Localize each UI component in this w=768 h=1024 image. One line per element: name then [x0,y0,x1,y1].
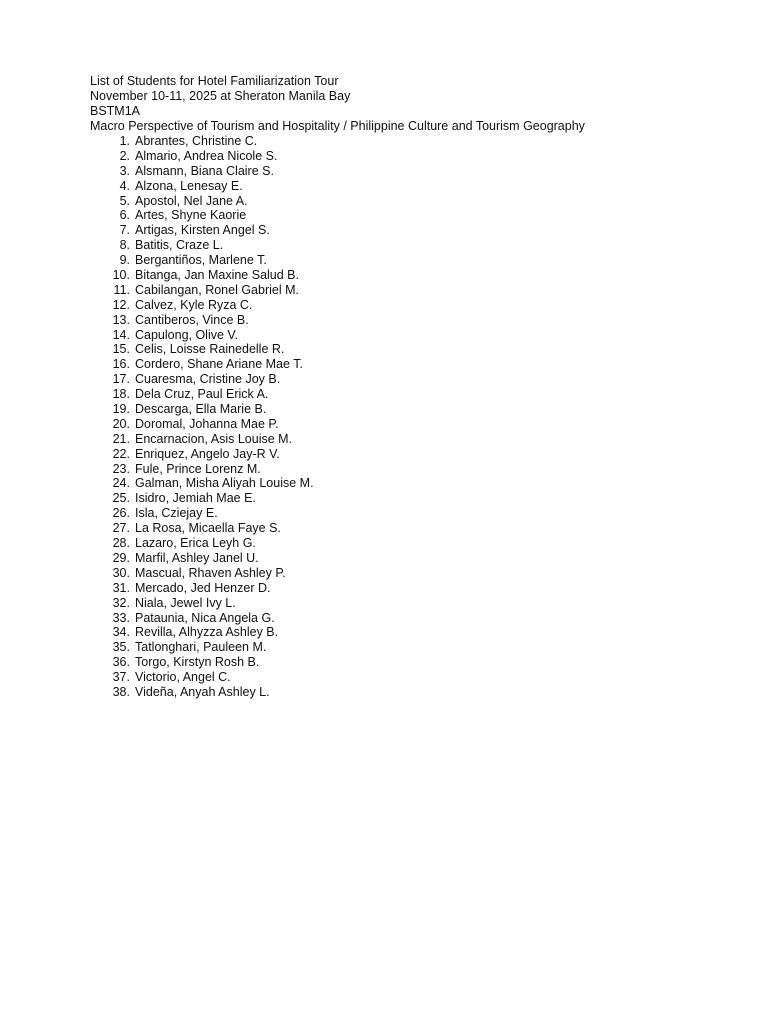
list-item [90,223,730,238]
list-item [90,611,730,626]
list-item-number: 38. [112,684,130,699]
list-item-number: 20. [112,416,130,431]
list-item [90,313,730,328]
list-item [90,134,730,149]
student-name: Bergantiños, Marlene T. [135,253,267,268]
student-name: Marfil, Ashley Janel U. [135,550,259,565]
list-item [90,521,730,536]
list-item-number: 12. [112,297,130,312]
list-item-number: 11. [113,282,130,297]
list-item [90,149,730,164]
list-item [90,268,730,283]
list-item-number: 4. [119,178,130,193]
list-item-number: 17. [112,372,130,387]
list-item-number: 14. [112,327,130,342]
list-item [90,164,730,179]
student-name: Niala, Jewel Ivy L. [135,595,236,610]
student-name: Isidro, Jemiah Mae E. [135,491,256,506]
student-name: Alzona, Lenesay E. [135,178,243,193]
list-item-number: 15. [112,342,130,357]
list-item-number: 9. [119,253,130,268]
student-name: Almario, Andrea Nicole S. [135,148,278,163]
student-name: Torgo, Kirstyn Rosh B. [135,655,260,670]
list-item-number: 35. [112,640,130,655]
student-name: Bitanga, Jan Maxine Salud B. [135,268,299,283]
list-item-number: 7. [119,223,130,238]
list-item-number: 26. [112,506,130,521]
student-name: Cantiberos, Vince B. [135,312,249,327]
list-item-number: 34. [112,625,130,640]
list-item-number: 25. [112,491,130,506]
document-page [90,74,730,700]
student-name: Calvez, Kyle Ryza C. [135,297,253,312]
student-name: Alsmann, Biana Claire S. [135,163,274,178]
list-item-number: 37. [112,670,130,685]
list-item [90,491,730,506]
list-item-number: 10. [112,268,130,283]
list-item [90,551,730,566]
list-item [90,536,730,551]
list-item [90,357,730,372]
student-name: Cuaresma, Cristine Joy B. [135,372,281,387]
list-item [90,194,730,209]
student-name: La Rosa, Micaella Faye S. [135,521,281,536]
course-subjects: Macro Perspective of Tourism and Hospitality / Philippine Culture and Tourism Geography [90,119,585,133]
student-name: Lazaro, Erica Leyh G. [135,536,256,551]
list-item-number: 2. [119,148,130,163]
list-item-number: 5. [119,193,130,208]
list-item [90,328,730,343]
list-item-number: 32. [112,595,130,610]
student-name: Artes, Shyne Kaorie [135,208,247,223]
list-item-number: 19. [112,402,130,417]
document-title: List of Students for Hotel Familiarization Tour [90,74,339,88]
student-name: Isla, Cziejay E. [135,506,218,521]
student-name: Cordero, Shane Ariane Mae T. [135,357,303,372]
student-name: Tatlonghari, Pauleen M. [135,640,267,655]
list-item-number: 18. [112,387,130,402]
list-item-number: 22. [112,446,130,461]
list-item [90,462,730,477]
list-item [90,387,730,402]
list-item-number: 16. [112,357,130,372]
list-item [90,625,730,640]
student-list [90,134,730,700]
list-item [90,238,730,253]
student-name: Artigas, Kirsten Angel S. [135,223,270,238]
list-item [90,342,730,357]
student-name: Apostol, Nel Jane A. [135,193,248,208]
student-name: Dela Cruz, Paul Erick A. [135,387,269,402]
list-item-number: 31. [112,580,130,595]
list-item-number: 3. [119,163,130,178]
list-item-number: 29. [112,550,130,565]
student-name: Pataunia, Nica Angela G. [135,610,275,625]
student-name: Capulong, Olive V. [135,327,239,342]
list-item-number: 1. [119,134,130,148]
list-item [90,298,730,313]
list-item-number: 6. [119,208,130,223]
list-item [90,447,730,462]
list-item-number: 33. [112,610,130,625]
list-item-number: 28. [112,536,130,551]
student-name: Mercado, Jed Henzer D. [135,580,271,595]
list-item [90,253,730,268]
student-name: Abrantes, Christine C. [135,134,258,148]
student-name: Revilla, Alhyzza Ashley B. [135,625,279,640]
list-item-number: 8. [119,238,130,253]
list-item [90,640,730,655]
student-name: Batitis, Craze L. [135,238,224,253]
list-item-number: 36. [112,655,130,670]
list-item [90,655,730,670]
list-item [90,685,730,700]
list-item [90,476,730,491]
list-item [90,372,730,387]
list-item [90,402,730,417]
list-item [90,506,730,521]
list-item-number: 30. [112,565,130,580]
list-item-number: 21. [112,431,130,446]
student-name: Descarga, Ella Marie B. [135,402,267,417]
student-name: Victorio, Angel C. [135,670,231,685]
tour-date-venue: November 10-11, 2025 at Sheraton Manila Bay [90,89,351,103]
student-name: Cabilangan, Ronel Gabriel M. [135,282,299,297]
student-name: Celis, Loisse Rainedelle R. [135,342,285,357]
student-name: Galman, Misha Aliyah Louise M. [135,476,314,491]
list-item-number: 24. [112,476,130,491]
list-item [90,670,730,685]
list-item [90,566,730,581]
list-item [90,179,730,194]
list-item-number: 13. [112,312,130,327]
list-item [90,208,730,223]
list-item [90,432,730,447]
list-item-number: 27. [112,521,130,536]
student-name: Doromal, Johanna Mae P. [135,416,279,431]
list-item [90,417,730,432]
section-code: BSTM1A [90,104,141,118]
student-name: Fule, Prince Lorenz M. [135,461,261,476]
student-name: Videña, Anyah Ashley L. [135,684,270,699]
student-name: Enriquez, Angelo Jay-R V. [135,446,280,461]
list-item [90,581,730,596]
student-name: Mascual, Rhaven Ashley P. [135,565,286,580]
list-item-number: 23. [112,461,130,476]
student-name: Encarnacion, Asis Louise M. [135,431,293,446]
list-item [90,283,730,298]
list-item [90,596,730,611]
